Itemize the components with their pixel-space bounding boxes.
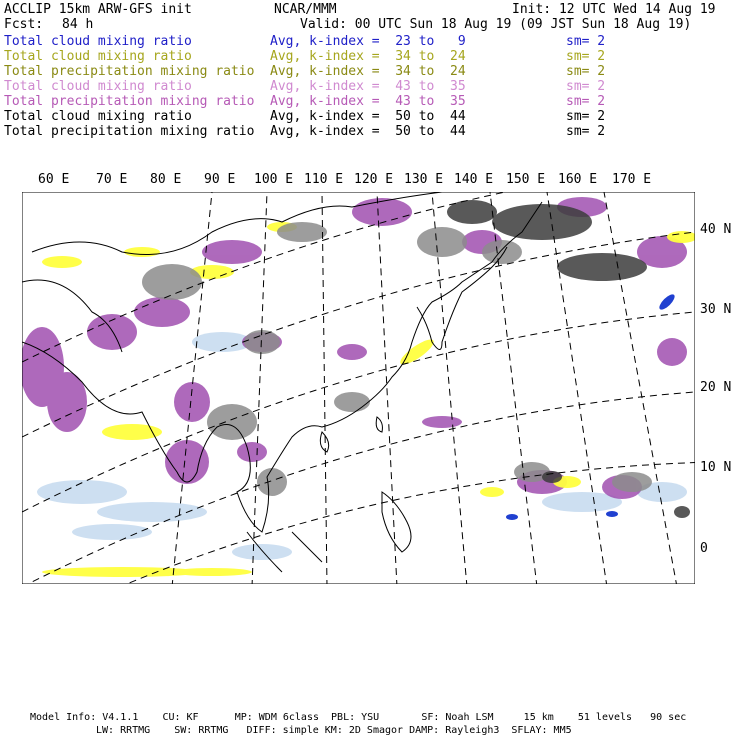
legend-field-name: Total precipitation mixing ratio (4, 94, 255, 109)
legend-k-index: Avg, k-index = 43 to 35 (270, 79, 466, 94)
lat-label: 30 N (700, 302, 732, 317)
legend-smoothing: sm= 2 (566, 94, 606, 109)
forecast-label: Fcst: (4, 17, 44, 32)
forecast-hour: 84 h (62, 17, 94, 32)
legend-smoothing: sm= 2 (566, 34, 606, 49)
lon-label: 70 E (96, 172, 128, 187)
legend-field-name: Total cloud mixing ratio (4, 79, 192, 94)
lon-label: 170 E (612, 172, 652, 187)
legend-k-index: Avg, k-index = 50 to 44 (270, 124, 466, 139)
lat-label: 20 N (700, 380, 732, 395)
legend-smoothing: sm= 2 (566, 79, 606, 94)
legend-smoothing: sm= 2 (566, 109, 606, 124)
lat-label: 0 (700, 541, 708, 556)
legend-field-name: Total cloud mixing ratio (4, 34, 192, 49)
lat-label: 10 N (700, 460, 732, 475)
legend-k-index: Avg, k-index = 50 to 44 (270, 109, 466, 124)
model-info-line2: LW: RRTMG SW: RRTMG DIFF: simple KM: 2D Smagor DAMP: Rayleigh3 SFLAY: MM5 (96, 725, 572, 736)
lon-label: 110 E (304, 172, 344, 187)
lon-label: 140 E (454, 172, 494, 187)
legend-field-name: Total precipitation mixing ratio (4, 64, 255, 79)
legend-field-name: Total precipitation mixing ratio (4, 124, 255, 139)
legend-smoothing: sm= 2 (566, 64, 606, 79)
legend-field-name: Total cloud mixing ratio (4, 109, 192, 124)
lon-label: 150 E (506, 172, 546, 187)
init-time: Init: 12 UTC Wed 14 Aug 19 (512, 2, 716, 17)
legend-smoothing: sm= 2 (566, 49, 606, 64)
legend-k-index: Avg, k-index = 34 to 24 (270, 64, 466, 79)
lon-label: 160 E (558, 172, 598, 187)
lat-label: 40 N (700, 222, 732, 237)
legend-field-name: Total cloud mixing ratio (4, 49, 192, 64)
lon-label: 80 E (150, 172, 182, 187)
model-info-line1: Model Info: V4.1.1 CU: KF MP: WDM 6class PBL: YSU SF: Noah LSM 15 km 51 levels 90 sec (30, 712, 687, 723)
valid-time: Valid: 00 UTC Sun 18 Aug 19 (09 JST Sun 18 Aug 19) (300, 17, 692, 32)
forecast-map (22, 192, 695, 584)
legend-k-index: Avg, k-index = 23 to 9 (270, 34, 466, 49)
model-title: ACCLIP 15km ARW-GFS init (4, 2, 192, 17)
lon-label: 60 E (38, 172, 70, 187)
legend-smoothing: sm= 2 (566, 124, 606, 139)
legend-k-index: Avg, k-index = 43 to 35 (270, 94, 466, 109)
lon-label: 120 E (354, 172, 394, 187)
lon-label: 90 E (204, 172, 236, 187)
lon-label: 100 E (254, 172, 294, 187)
legend-k-index: Avg, k-index = 34 to 24 (270, 49, 466, 64)
lon-label: 130 E (404, 172, 444, 187)
org-label: NCAR/MMM (274, 2, 337, 17)
